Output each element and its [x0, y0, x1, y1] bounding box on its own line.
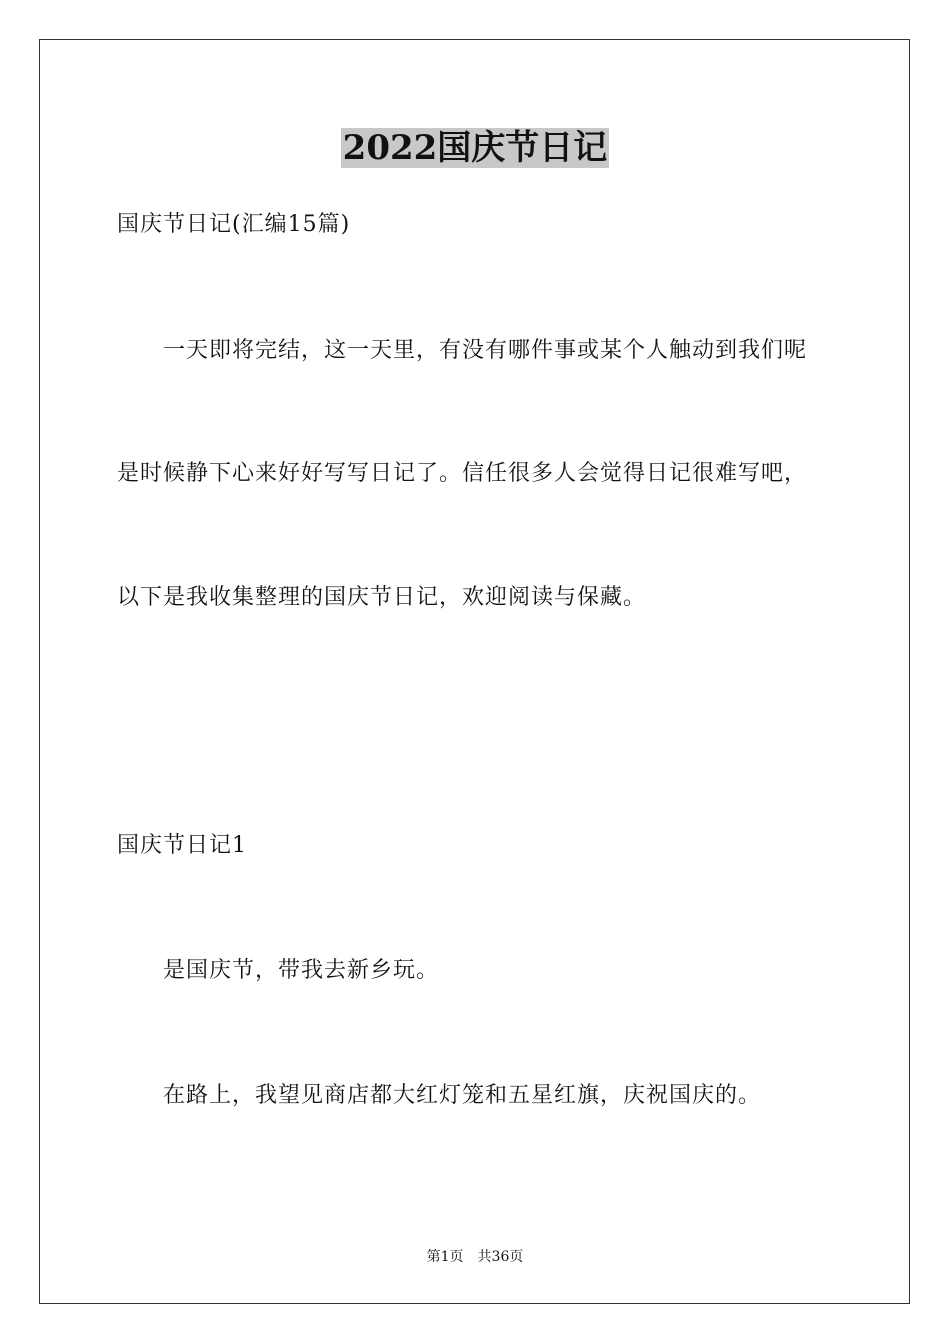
document-subtitle: 国庆节日记(汇编15篇) [117, 212, 351, 237]
page-number: 第1页 [426, 1249, 464, 1265]
section-line-1: 是国庆节，带我去新乡玩。 [163, 958, 440, 983]
section-heading: 国庆节日记1 [117, 833, 247, 858]
intro-line-2: 是时候静下心来好好写写日记了。信任很多人会觉得日记很难写吧， [117, 461, 808, 486]
document-title: 2022国庆节日记 [342, 128, 608, 168]
intro-line-1: 一天即将完结，这一天里，有没有哪件事或某个人触动到我们呢 [163, 338, 808, 363]
page-total: 共36页 [477, 1249, 524, 1265]
intro-line-3: 以下是我收集整理的国庆节日记，欢迎阅读与保藏。 [117, 585, 647, 610]
section-line-2: 在路上，我望见商店都大红灯笼和五星红旗，庆祝国庆的。 [163, 1083, 762, 1108]
page-footer [0, 1247, 950, 1267]
title-container [0, 128, 950, 168]
